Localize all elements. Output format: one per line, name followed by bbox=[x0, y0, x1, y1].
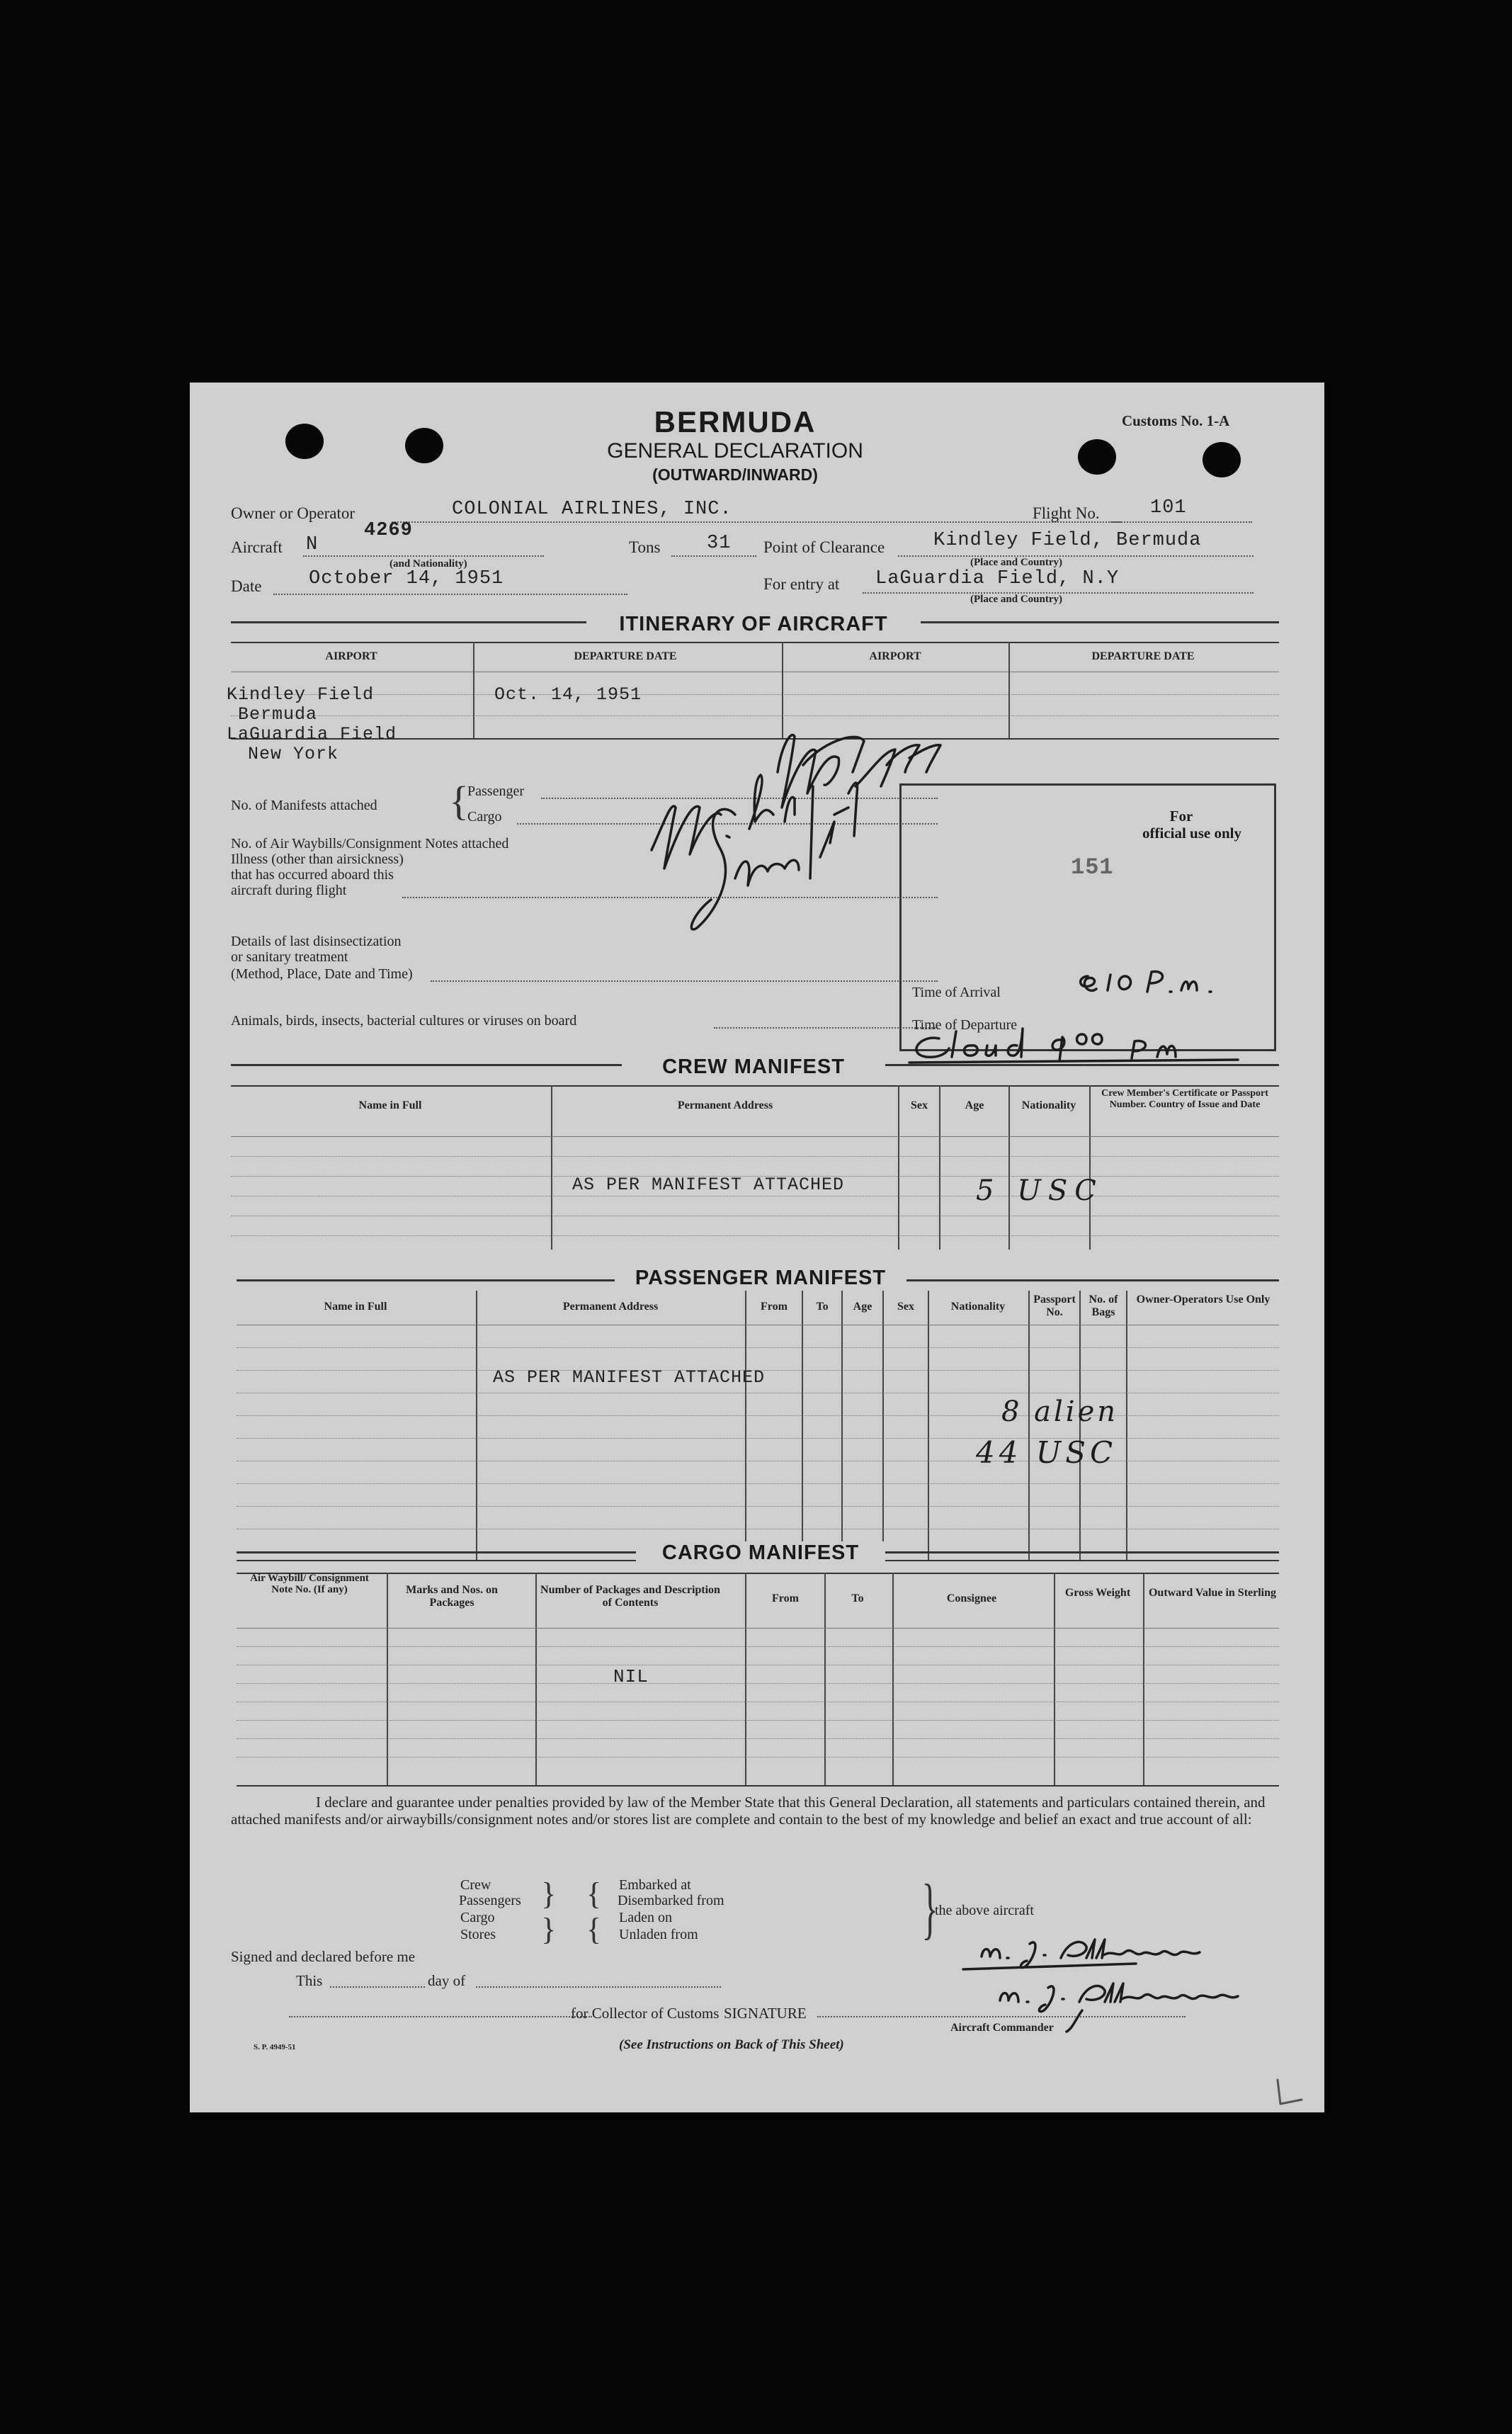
cargo-row-3 bbox=[237, 1683, 1279, 1684]
crew-col-nationality: Nationality bbox=[1021, 1099, 1076, 1111]
crew-manifest-note: AS PER MANIFEST ATTACHED bbox=[572, 1174, 845, 1195]
clearance-value: Kindley Field, Bermuda bbox=[933, 530, 1202, 551]
passenger-div-5 bbox=[882, 1291, 884, 1560]
cargo-div-2 bbox=[535, 1573, 537, 1785]
official-use-title-1: For bbox=[1169, 808, 1193, 825]
cargo-div-6 bbox=[1054, 1573, 1055, 1785]
collector-line bbox=[289, 2016, 592, 2017]
customs-officer-signature bbox=[643, 701, 969, 956]
passenger-div-3 bbox=[802, 1291, 803, 1560]
crew-handwritten-note: 5 USC bbox=[976, 1174, 1103, 1207]
crew-div-3 bbox=[939, 1085, 940, 1250]
itinerary-row-1 bbox=[231, 694, 1279, 695]
disinsect-line-3: (Method, Place, Date and Time) bbox=[231, 966, 413, 982]
illness-line-3: aircraft during flight bbox=[231, 883, 347, 898]
declare-right-brace-1: { bbox=[586, 1877, 602, 1911]
arrival-label: Time of Arrival bbox=[912, 985, 1001, 1000]
crew-div-2 bbox=[898, 1085, 899, 1250]
cargo-col-from: From bbox=[772, 1592, 799, 1604]
itinerary-col-date-2: DEPARTURE DATE bbox=[1091, 650, 1195, 662]
passenger-row-5 bbox=[237, 1438, 1279, 1439]
declaration-sheet bbox=[190, 383, 1324, 2112]
crew-col-certificate: Crew Member's Certificate or Passport Number. Country of Issue and Date bbox=[1101, 1088, 1268, 1110]
nationality-note: (and Nationality) bbox=[390, 558, 467, 570]
cargo-col-value: Outward Value in Sterling bbox=[1148, 1587, 1277, 1599]
official-stamp-number: 151 bbox=[1071, 854, 1114, 881]
passenger-div-1 bbox=[476, 1291, 477, 1560]
cargo-col-marks: Marks and Nos. on Packages bbox=[406, 1584, 498, 1609]
cargo-col-waybill: Air Waybill/ Consignment Note No. (If any) bbox=[250, 1573, 369, 1595]
cargo-header-top bbox=[237, 1573, 1279, 1574]
cargo-bottom-rule bbox=[237, 1785, 1279, 1787]
punch-hole-2 bbox=[405, 428, 443, 463]
declare-stores: Stores bbox=[460, 1927, 496, 1942]
cargo-row-1 bbox=[237, 1646, 1279, 1647]
itinerary-departure-date: Oct. 14, 1951 bbox=[494, 684, 642, 705]
day-label: day of bbox=[428, 1972, 466, 1989]
passenger-handwritten-aliens: 8 alien bbox=[1001, 1396, 1119, 1428]
crew-col-address: Permanent Address bbox=[677, 1099, 773, 1111]
commander-label: Aircraft Commander bbox=[950, 2022, 1054, 2034]
owner-value: COLONIAL AIRLINES, INC. bbox=[452, 499, 732, 520]
cargo-col-to: To bbox=[851, 1592, 864, 1604]
declare-left-brace-2: } bbox=[541, 1912, 557, 1947]
tons-label: Tons bbox=[629, 538, 661, 556]
day-line bbox=[476, 1986, 721, 1988]
manifest-cargo-label: Cargo bbox=[467, 809, 502, 825]
cargo-header-rule bbox=[237, 1628, 1279, 1629]
waybills-label: No. of Air Waybills/Consignment Notes attached bbox=[231, 836, 509, 851]
clearance-place-note: (Place and Country) bbox=[970, 557, 1062, 568]
passenger-handwritten-citizens: 44 USC bbox=[976, 1435, 1118, 1470]
aircraft-prefix: N bbox=[306, 534, 319, 555]
itinerary-col-airport-2: AIRPORT bbox=[869, 650, 921, 662]
form-subtitle: GENERAL DECLARATION bbox=[607, 439, 863, 463]
passenger-row-7 bbox=[237, 1483, 1279, 1484]
passenger-manifest-note: AS PER MANIFEST ATTACHED bbox=[493, 1367, 766, 1388]
punch-hole-1 bbox=[285, 424, 324, 459]
itinerary-airport-2-country: New York bbox=[248, 744, 339, 764]
declare-embarked: Embarked at bbox=[619, 1877, 691, 1893]
form-number: Customs No. 1-A bbox=[1122, 412, 1230, 429]
sheet-corner-mark bbox=[1273, 2076, 1316, 2111]
manifests-label: No. of Manifests attached bbox=[231, 798, 377, 813]
passenger-col-to: To bbox=[816, 1301, 829, 1313]
itinerary-col-date-1: DEPARTURE DATE bbox=[574, 650, 677, 662]
crew-manifest-title: CREW MANIFEST bbox=[622, 1055, 885, 1079]
disinsect-line-1: Details of last disinsectization bbox=[231, 934, 402, 949]
flight-label: Flight No. bbox=[1033, 504, 1100, 522]
cargo-div-4 bbox=[824, 1573, 826, 1785]
punch-hole-3 bbox=[1078, 439, 1116, 475]
animals-label: Animals, birds, insects, bacterial cultures or viruses on board bbox=[231, 1013, 577, 1029]
date-label: Date bbox=[231, 577, 262, 595]
cargo-row-6 bbox=[237, 1738, 1279, 1739]
crew-header-rule bbox=[231, 1136, 1279, 1137]
cargo-col-weight: Gross Weight bbox=[1064, 1587, 1131, 1599]
date-line bbox=[273, 594, 627, 595]
itinerary-airport-1-country: Bermuda bbox=[238, 704, 318, 725]
itinerary-title: ITINERARY OF AIRCRAFT bbox=[586, 613, 921, 636]
passenger-col-from: From bbox=[761, 1301, 788, 1313]
passenger-manifest-title: PASSENGER MANIFEST bbox=[615, 1267, 906, 1290]
passenger-row-4 bbox=[237, 1415, 1279, 1416]
illness-line-1: Illness (other than airsickness) bbox=[231, 851, 404, 867]
cargo-div-7 bbox=[1143, 1573, 1144, 1785]
cargo-manifest-note: NIL bbox=[613, 1666, 649, 1687]
cargo-col-consignee: Consignee bbox=[946, 1592, 997, 1604]
passenger-col-bags: No. of Bags bbox=[1088, 1294, 1118, 1318]
declare-disembarked: Disembarked from bbox=[618, 1893, 724, 1908]
declaration-paragraph: I declare and guarantee under penalties provided by law of the Member State that this General Declaration, all statements and particulars contained therein, and attached manifests and/or airwaybills/consignment notes and/or stores list are complete and contain to the best of my knowledge and belief an exact and true account of all: bbox=[231, 1794, 1266, 1828]
crew-div-1 bbox=[551, 1085, 552, 1250]
tons-line bbox=[671, 555, 756, 557]
collector-label: for Collector of Customs bbox=[571, 2005, 720, 2022]
cargo-row-5 bbox=[237, 1720, 1279, 1721]
declare-aircraft-brace: } bbox=[921, 1870, 938, 1946]
arrival-time-handwriting bbox=[1075, 961, 1259, 1003]
entry-value: LaGuardia Field, N.Y bbox=[875, 568, 1120, 589]
owner-line bbox=[392, 521, 1121, 523]
instructions-note: (See Instructions on Back of This Sheet) bbox=[619, 2037, 844, 2052]
crew-col-age: Age bbox=[965, 1099, 984, 1111]
itinerary-div-3 bbox=[1008, 642, 1010, 738]
form-code: S. P. 4949-51 bbox=[254, 2043, 296, 2051]
passenger-div-2 bbox=[745, 1291, 746, 1560]
clearance-label: Point of Clearance bbox=[763, 538, 885, 556]
date-value: October 14, 1951 bbox=[309, 568, 504, 589]
passenger-col-age: Age bbox=[853, 1301, 872, 1313]
itinerary-rule bbox=[231, 642, 1279, 643]
aircraft-line bbox=[303, 555, 544, 557]
clearance-line bbox=[898, 555, 1254, 557]
entry-label: For entry at bbox=[763, 575, 840, 593]
disinsect-line-2: or sanitary treatment bbox=[231, 949, 348, 965]
official-use-title-2: official use only bbox=[1142, 825, 1241, 842]
signed-label: Signed and declared before me bbox=[231, 1948, 416, 1965]
itinerary-col-airport-1: AIRPORT bbox=[325, 650, 377, 662]
tons-value: 31 bbox=[707, 533, 732, 554]
aircraft-label: Aircraft bbox=[231, 538, 283, 556]
cargo-manifest-title: CARGO MANIFEST bbox=[636, 1541, 885, 1565]
disinsect-line bbox=[431, 980, 938, 982]
passenger-div-9 bbox=[1126, 1291, 1127, 1560]
illness-line-2: that has occurred aboard this bbox=[231, 867, 394, 883]
passenger-col-passport: Passport No. bbox=[1033, 1294, 1076, 1318]
entry-place-note: (Place and Country) bbox=[970, 594, 1062, 605]
cargo-div-1 bbox=[387, 1573, 388, 1785]
crew-div-4 bbox=[1008, 1085, 1010, 1250]
declare-right-brace-2: { bbox=[586, 1912, 602, 1947]
declare-cargo: Cargo bbox=[460, 1910, 495, 1925]
passenger-col-address: Permanent Address bbox=[562, 1301, 659, 1313]
passenger-row-8 bbox=[237, 1506, 1279, 1507]
crew-row-1 bbox=[231, 1156, 1279, 1157]
passenger-row-1 bbox=[237, 1347, 1279, 1348]
form-subtitle-direction: (OUTWARD/INWARD) bbox=[652, 465, 818, 484]
manifest-passenger-label: Passenger bbox=[467, 783, 524, 799]
declare-passengers: Passengers bbox=[459, 1893, 521, 1908]
passenger-col-name: Name in Full bbox=[324, 1301, 387, 1313]
this-line bbox=[330, 1986, 425, 1988]
manifests-brace: { bbox=[449, 778, 469, 824]
declare-unladen: Unladen from bbox=[619, 1927, 698, 1942]
crew-col-name: Name in Full bbox=[358, 1099, 422, 1111]
form-title: BERMUDA bbox=[654, 405, 817, 438]
aircraft-value: 4269 bbox=[364, 520, 413, 541]
cargo-col-packages: Number of Packages and Description of Contents bbox=[540, 1584, 720, 1609]
crew-header-top bbox=[231, 1085, 1279, 1087]
itinerary-div-1 bbox=[473, 642, 474, 738]
crew-row-5 bbox=[231, 1235, 1279, 1236]
declare-left-brace-1: } bbox=[541, 1877, 557, 1911]
declare-crew: Crew bbox=[460, 1877, 491, 1893]
owner-label: Owner or Operator bbox=[231, 504, 355, 522]
passenger-div-4 bbox=[841, 1291, 843, 1560]
flight-value: 101 bbox=[1150, 497, 1187, 519]
passenger-col-sex: Sex bbox=[897, 1301, 914, 1313]
crew-div-5 bbox=[1089, 1085, 1091, 1250]
passenger-col-owner: Owner-Operators Use Only bbox=[1136, 1294, 1271, 1306]
crew-col-sex: Sex bbox=[911, 1099, 928, 1111]
departure-time-handwriting bbox=[905, 1026, 1259, 1070]
declare-laden: Laden on bbox=[619, 1910, 672, 1925]
flight-line bbox=[1110, 521, 1252, 523]
signature-label: SIGNATURE bbox=[724, 2005, 807, 2022]
itinerary-airport-2: LaGuardia Field bbox=[227, 724, 397, 745]
itinerary-airport-1: Kindley Field bbox=[227, 684, 375, 705]
commander-signature bbox=[962, 1937, 1295, 2036]
passenger-div-6 bbox=[928, 1291, 929, 1560]
declare-aircraft-text: the above aircraft bbox=[935, 1903, 1034, 1918]
departure-label: Time of Departure bbox=[912, 1017, 1018, 1033]
cargo-div-3 bbox=[745, 1573, 746, 1785]
this-label: This bbox=[296, 1972, 323, 1989]
passenger-col-nationality: Nationality bbox=[950, 1301, 1006, 1313]
cargo-div-5 bbox=[892, 1573, 894, 1785]
punch-hole-4 bbox=[1203, 442, 1241, 477]
